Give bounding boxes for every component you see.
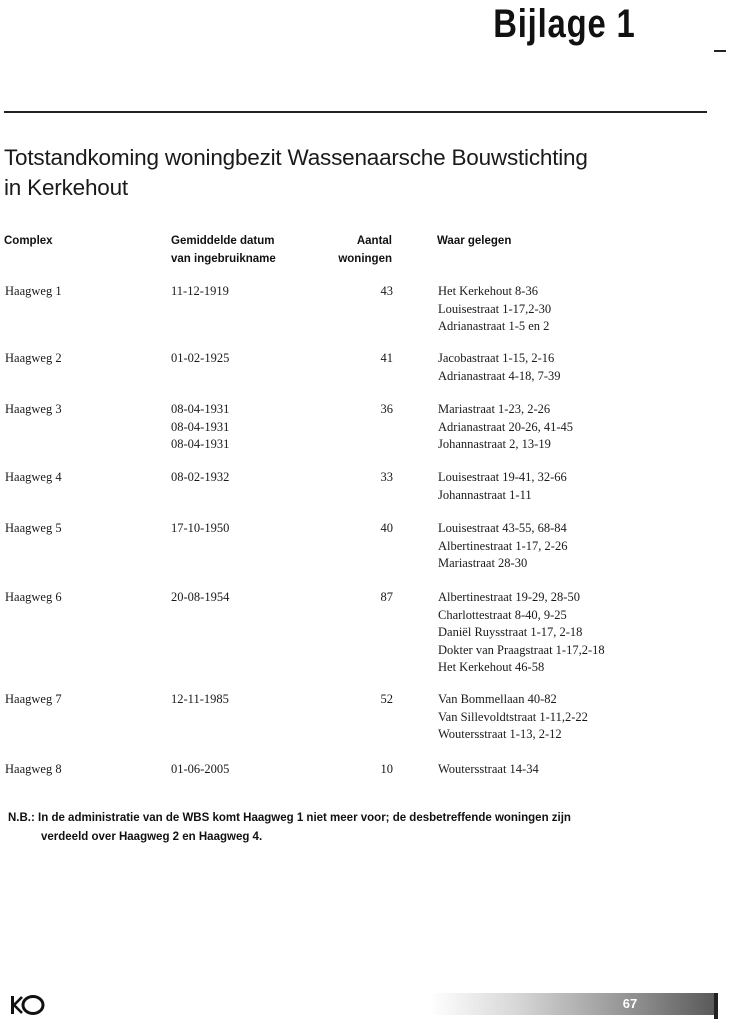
- date-value: 01-02-1925: [171, 351, 230, 365]
- footnote-line-2: verdeeld over Haagweg 2 en Haagweg 4.: [41, 831, 263, 843]
- count-cell: 52: [380, 692, 393, 706]
- column-header-date-line-1: Gemiddelde datum: [171, 235, 275, 247]
- complex-name: Haagweg 5: [5, 521, 62, 535]
- count-cell: 36: [380, 402, 393, 416]
- location-line: Louisestraat 19-41, 32-66: [438, 470, 567, 484]
- complex-name: Haagweg 4: [5, 470, 62, 484]
- complex-name: Haagweg 3: [5, 402, 62, 416]
- date-value: 01-06-2005: [171, 762, 230, 776]
- date-value: 11-12-1919: [171, 284, 229, 298]
- date-value: 08-02-1932: [171, 470, 230, 484]
- column-header-date-line-2: van ingebruikname: [171, 253, 276, 265]
- page-number-bar: [430, 993, 714, 1015]
- date-value: 08-04-1931: [171, 402, 230, 416]
- date-cell: [171, 761, 229, 779]
- page-title: [4, 143, 684, 203]
- page-edge-mark: [714, 993, 718, 1019]
- location-line: Het Kerkehout 46-58: [438, 660, 545, 674]
- date-value: 20-08-1954: [171, 590, 230, 604]
- location-line: Albertinestraat 1-17, 2-26: [438, 538, 568, 553]
- header-rule: [4, 111, 707, 113]
- location-line: Charlottestraat 8-40, 9-25: [438, 607, 567, 622]
- column-header-count-line-1: Aantal: [356, 235, 392, 247]
- location-line: Johannastraat 1-11: [438, 487, 532, 502]
- date-value: 12-11-1985: [171, 692, 229, 706]
- location-line: Mariastraat 28-30: [438, 556, 528, 570]
- date-cell: [171, 469, 229, 487]
- location-cell: [438, 589, 605, 677]
- complex-name: Haagweg 1: [5, 284, 62, 298]
- column-header-date: [171, 232, 276, 268]
- count-cell: 87: [380, 590, 393, 604]
- column-header-complex: Complex: [4, 235, 53, 247]
- date-cell: [171, 401, 229, 454]
- date-value: 08-04-1931: [171, 437, 230, 451]
- footnote-line-1: N.B.: In de administratie van de WBS komt Haagweg 1 niet meer voor; de desbetreffende woningen zijn: [8, 812, 571, 824]
- page-title-line-2: in Kerkehout: [4, 175, 128, 200]
- appendix-title: Bijlage 1: [493, 2, 636, 46]
- location-line: Van Sillevoldtstraat 1-11,2-22: [438, 709, 588, 724]
- location-cell: [438, 691, 588, 744]
- location-cell: [438, 761, 539, 779]
- location-cell: [438, 350, 561, 385]
- count-cell: 43: [380, 284, 393, 298]
- date-cell: [171, 283, 229, 301]
- location-line: Louisestraat 43-55, 68-84: [438, 521, 567, 535]
- count-cell: 40: [380, 521, 393, 535]
- edge-dash: [714, 50, 726, 52]
- location-line: Daniël Ruysstraat 1-17, 2-18: [438, 625, 583, 639]
- date-cell: [171, 350, 229, 368]
- page-number: 67: [622, 996, 638, 1011]
- location-line: Dokter van Praagstraat 1-17,2-18: [438, 642, 605, 657]
- location-cell: [438, 520, 567, 573]
- location-line: Van Bommellaan 40-82: [438, 692, 557, 706]
- column-header-location: Waar gelegen: [437, 235, 512, 247]
- count-cell: 41: [380, 351, 393, 365]
- count-cell: 33: [380, 470, 393, 484]
- location-cell: [438, 469, 567, 504]
- complex-name: Haagweg 2: [5, 351, 62, 365]
- page-title-line-1: Totstandkoming woningbezit Wassenaarsche Bouwstichting: [4, 145, 588, 170]
- date-value: 08-04-1931: [171, 419, 230, 434]
- ko-logo-icon: [10, 994, 46, 1016]
- location-line: Adrianastraat 4-18, 7-39: [438, 368, 561, 383]
- location-line: Mariastraat 1-23, 2-26: [438, 402, 551, 416]
- complex-name: Haagweg 7: [5, 692, 62, 706]
- column-header-count-line-2: woningen: [338, 253, 392, 265]
- location-cell: [438, 401, 573, 454]
- location-line: Jacobastraat 1-15, 2-16: [438, 351, 555, 365]
- location-line: Adrianastraat 20-26, 41-45: [438, 419, 574, 434]
- location-line: Het Kerkehout 8-36: [438, 284, 538, 298]
- location-line: Adrianastraat 1-5 en 2: [438, 319, 550, 333]
- date-value: 17-10-1950: [171, 521, 230, 535]
- location-cell: [438, 283, 551, 336]
- location-line: Woutersstraat 14-34: [438, 762, 539, 776]
- location-line: Albertinestraat 19-29, 28-50: [438, 590, 580, 604]
- count-cell: 10: [380, 762, 393, 776]
- date-cell: [171, 589, 229, 607]
- complex-name: Haagweg 6: [5, 590, 62, 604]
- column-header-count: [300, 232, 392, 268]
- footnote: [8, 809, 668, 847]
- location-line: Johannastraat 2, 13-19: [438, 437, 551, 451]
- date-cell: [171, 520, 229, 538]
- complex-name: Haagweg 8: [5, 762, 62, 776]
- location-line: Louisestraat 1-17,2-30: [438, 301, 552, 316]
- date-cell: [171, 691, 229, 709]
- location-line: Woutersstraat 1-13, 2-12: [438, 727, 562, 741]
